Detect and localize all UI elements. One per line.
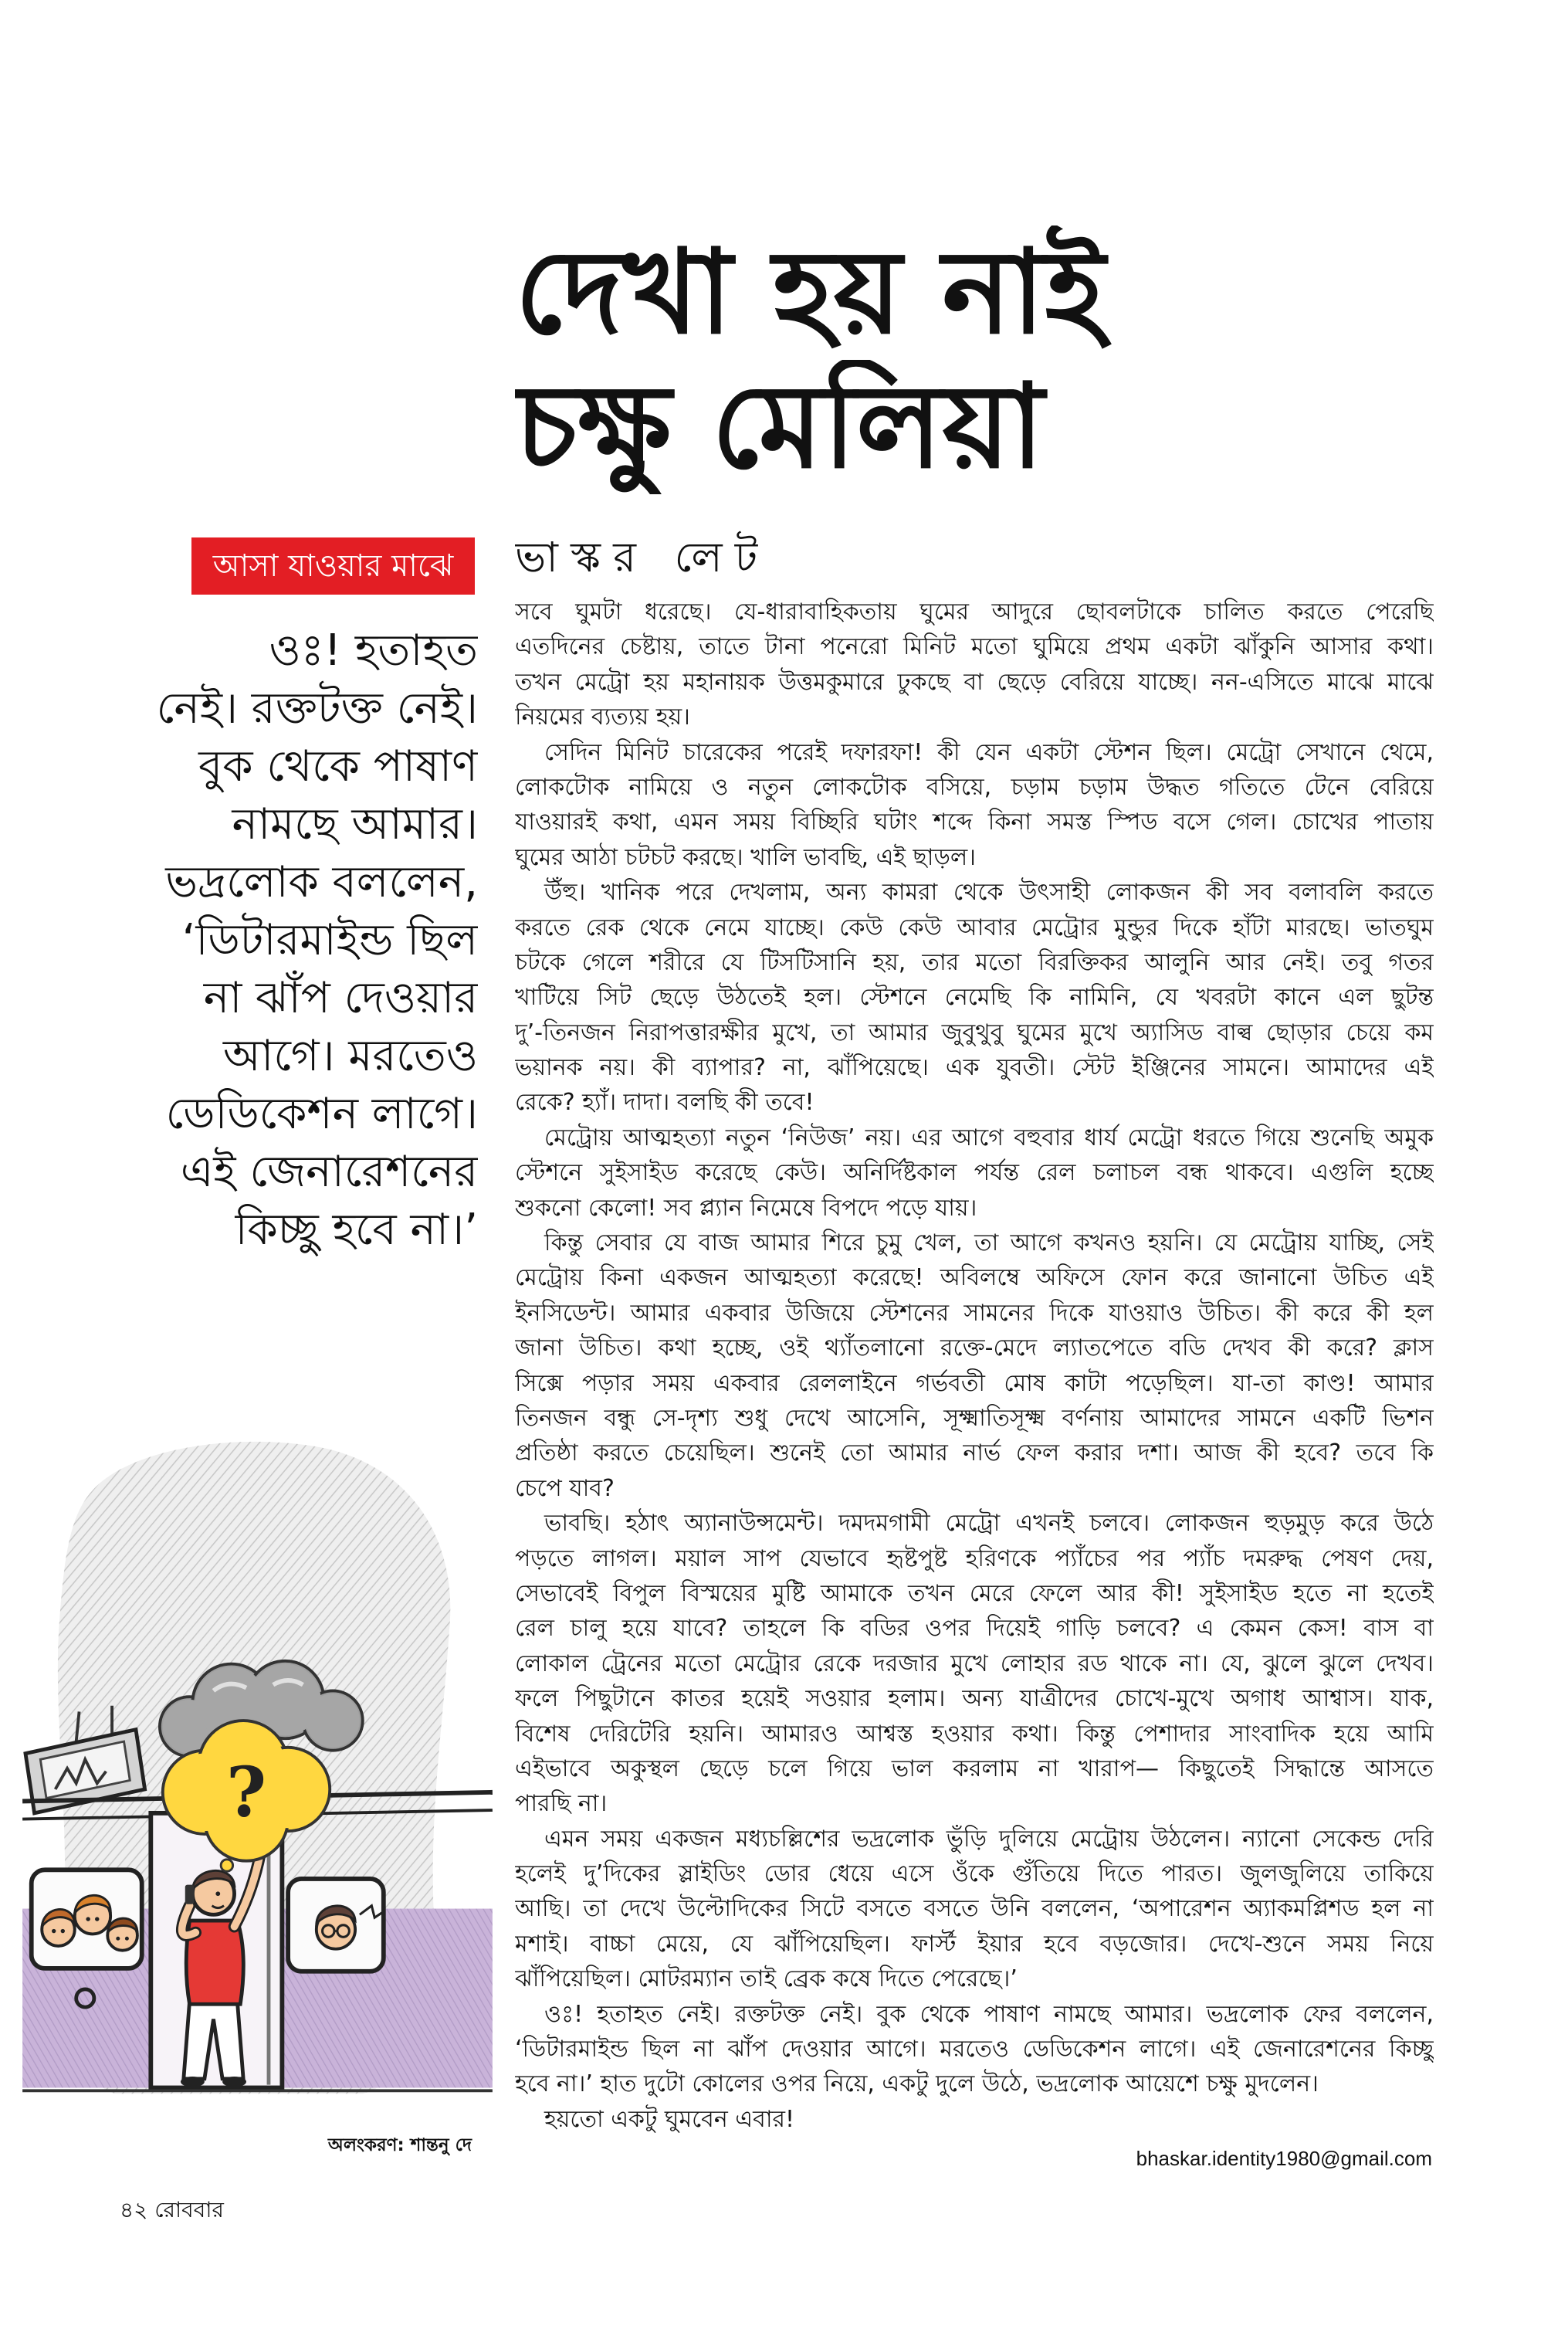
right-window [288,1879,384,1972]
pull-quote-line: ভদ্রলোক বললেন, [165,857,478,907]
body-paragraph [515,875,1434,1121]
body-line: আছি। তা দেখে উল্টোদিকের সিটে বসতে বসতে উনি বললেন, ‘অপারেশন অ্যাকমপ্লিশড হল না [515,1895,1434,1923]
phone-icon [185,1885,195,1904]
pull-quote [108,622,478,1259]
body-line: উঁহু। খানিক পরে দেখলাম, অন্য কামরা থেকে উৎসাহী লোকজন কী সব বলাবলি করতে [544,879,1434,907]
body-line: এতদিনের চেষ্টায়, তাতে টানা পনেরো মিনিট মতো ঘুমিয়ে প্রথম একটা ঝাঁকুনি আসার কথা। [515,633,1434,661]
body-line: হয়তো একটু ঘুমবেন এবার! [544,2105,795,2133]
pull-quote-line: নামছে আমার। [232,799,478,849]
body-paragraph [515,1997,1434,2102]
pull-quote-line: কিচ্ছু হবে না।’ [235,1205,478,1255]
pull-quote-line: আগে। মরতেও [223,1031,478,1081]
body-line: মেট্রোয় কিনা একজন আত্মহত্যা করেছে! অবিলম্বে অফিসে ফোন করে জানানো উচিত এই [515,1264,1434,1292]
body-line: ভাবছি। হঠাৎ অ্যানাউন্সমেন্ট। দমদমগামী মেট্রো এখনই চলবে। লোকজন হুড়মুড় করে উঠে [544,1510,1434,1538]
body-line: হবে না।’ হাত দুটো কোলের ওপর নিয়ে, একটু দুলে উঠে, ভদ্রলোক আয়েশে চক্ষু মুদলেন। [515,2070,1319,2098]
pull-quote-line: ডেডিকেশন লাগে। [165,1089,478,1139]
body-line: রেল চালু হয়ে যাবে? তাহলে কি বডির ওপর দিয়েই গাড়ি চলবে? এ কেমন কেস! বাস বা [515,1615,1434,1643]
pull-quote-line: ওঃ! হতাহত [269,626,478,676]
body-line: ফলে পিছুটানে কাতর হয়েই সওয়ার হলাম। অন্য যাত্রীদের চোখে-মুখে অগাধ আশ্বাস। যাক, [515,1685,1434,1713]
body-line: পড়তে লাগল। ময়াল সাপ যেভাবে হৃষ্টপুষ্ট হরিণকে প্যাঁচের পর প্যাঁচ দমরুদ্ধ পেষণ দেয়, [515,1544,1434,1572]
headline-line-1: দেখা হয় নাই [515,225,1106,360]
left-window [32,1870,142,1968]
body-line: চটকে গেলে শরীরে যে টিসটিসানি হয়, তার মতো বিরক্তিকর আলুনি আর নেই। তবু গতর [515,948,1434,976]
body-line: সবে ঘুমটা ধরেছে। যে-ধারাবাহিকতায় ঘুমের আদুরে ছোবলটাকে চালিত করতে পেরেছি [515,598,1434,626]
body-paragraph [515,1822,1434,1997]
pull-quote-line: না ঝাঁপ দেওয়ার [203,973,478,1023]
body-line: পারছি না। [515,1790,608,1818]
article-body [515,595,1434,2137]
body-paragraph [515,2102,1434,2137]
body-line: সিক্সে পড়ার সময় একবার রেললাইনে গর্ভবতী মোষ কাটা পড়েছিল। যা-তা কাণ্ড! আমার [515,1369,1434,1397]
body-line: স্টেশনে সুইসাইড করেছে কেউ। অনির্দিষ্টকাল পর্যন্ত রেল চলাচল বন্ধ থাকবে। এগুলি হচ্ছে [515,1159,1434,1187]
section-tag: আসা যাওয়ার মাঝে [191,537,475,595]
body-line: এইভাবে অকুস্থল ছেড়ে চলে গিয়ে ভাল করলাম না খারাপ— কিছুতেই সিদ্ধান্তে আসতে [515,1755,1434,1782]
illustration-credit: অলংকরণ: শান্তনু দে [327,2135,472,2155]
body-line: লোকটোক নামিয়ে ও নতুন লোকটোক বসিয়ে, চড়াম চড়াম উদ্ধত গতিতে টেনে বেরিয়ে [515,773,1434,801]
body-line: ভয়ানক নয়। কী ব্যাপার? না, ঝাঁপিয়েছে। এক যুবতী। স্টেট ইঞ্জিনের সামনে। আমাদের এই [515,1054,1434,1082]
author-byline: ভাস্কর লেট [515,533,770,582]
body-line: সেভাবেই বিপুল বিস্ময়ের মুষ্টি আমাকে তখন মেরে ফেলে আর কী! সুইসাইড হতে না হতেই [515,1579,1434,1607]
body-line: ‘ডিটারমাইন্ড ছিল না ঝাঁপ দেওয়ার আগে। মরতেও ডেডিকেশন লাগে। এই জেনারেশনের কিচ্ছু [515,2036,1434,2063]
body-line: রেকে? হ্যাঁ। দাদা। বলছি কী তবে! [515,1089,814,1117]
body-paragraph [515,1226,1434,1506]
page-number: ৪২ [120,2197,148,2223]
body-line: বিশেষ দেরিটেরি হয়নি। আমারও আশ্বস্ত হওয়ার কথা। কিন্তু পেশাদার সাংবাদিক হয়ে আমি [515,1720,1434,1748]
pull-quote-line: এই জেনারেশনের [180,1147,478,1197]
pull-quote-line: বুক থেকে পাষাণ [198,741,478,792]
body-line: কিন্তু সেবার যে বাজ আমার শিরে চুমু খেল, তা আগে কখনও হয়নি। যে মেট্রোয় যাচ্ছি, সেই [544,1229,1434,1257]
page-footer [120,2196,428,2224]
publication-name: রোববার [154,2197,224,2223]
author-email: bhaskar.identity1980@gmail.com [1136,2147,1432,2170]
body-line: তখন মেট্রো হয় মহানায়ক উত্তমকুমারে ঢুকছে বা ছেড়ে বেরিয়ে যাচ্ছে। নন-এসিতে মাঝে মাঝে [515,668,1434,696]
body-paragraph [515,735,1434,876]
headline-line-2: চক্ষু মেলিয়া [515,360,1045,494]
pull-quote-line: নেই। রক্তটক্ত নেই। [156,683,478,734]
body-line: মেট্রোয় আত্মহত্যা নতুন ‘নিউজ’ নয়। এর আগে বহুবার ধার্য মেট্রো ধরতে গিয়ে শুনেছি অমুক [544,1124,1434,1151]
body-line: সেদিন মিনিট চারেকের পরেই দফারফা! কী যেন একটা স্টেশন ছিল। মেট্রো সেখানে থেমে, [544,738,1434,766]
body-line: করতে রেক থেকে নেমে যাচ্ছে। কেউ কেউ আবার মেট্রোর মুন্ডুর দিকে হাঁটা মারছে। ভাতঘুম [515,914,1434,941]
body-line: লোকাল ট্রেনের মতো মেট্রোর রেকে দরজার মুখে লোহার রড থাকে না। যে, ঝুলে ঝুলে দেখব। [515,1650,1434,1677]
body-line: খাটিয়ে সিট ছেড়ে উঠতেই হল। স্টেশনে নেমেছি কি নামিনি, যে খবরটা কানে এল ছুটন্ত [515,984,1434,1012]
pull-quote-line: ‘ডিটারমাইন্ড ছিল [181,915,478,965]
body-paragraph [515,1121,1434,1226]
body-line: ঘুমের আঠা চটচট করছে। খালি ভাবছি, এই ছাড়ল। [515,843,976,871]
body-line: হলেই দু’দিকের স্লাইডিং ডোর ধেয়ে এসে ওঁকে গুঁতিয়ে দিতে পারত। জুলজুলিয়ে তাকিয়ে [515,1860,1434,1888]
body-line: ইনসিডেন্ট। আমার একবার উজিয়ে স্টেশনের সামনের দিকে যাওয়াও উচিত। কী করে কী হল [515,1299,1434,1327]
body-line: জানা উচিত। কথা হচ্ছে, ওই থ্যাঁতলানো রক্তে-মেদে ল্যাতপেতে বডি দেখব কী করে? ক্লাস [515,1334,1434,1362]
body-line: ঝাঁপিয়েছিল। মোটরম্যান তাই ব্রেক কষে দিতে পেরেছে।’ [515,1965,1018,1993]
body-line: চেপে যাব? [515,1474,615,1502]
body-paragraph [515,1506,1434,1822]
body-line: প্রতিষ্ঠা করতে চেয়েছিল। শুনেই তো আমার নার্ভ ফেল করার দশা। আজ কী হবে? তবে কি [515,1439,1434,1467]
body-line: এমন সময় একজন মধ্যচল্লিশের ভদ্রলোক ভুঁড়ি দুলিয়ে মেট্রোয় উঠলেন। ন্যানো সেকেন্ড দেরি [544,1825,1434,1853]
body-line: নিয়মের ব্যত্যয় হয়। [515,704,690,731]
body-line: যাওয়ারই কথা, এমন সময় বিচ্ছিরি ঘটাং শব্দে কিনা সমস্ত স্পিড বসে গেল। চোখের পাতায় [515,809,1434,836]
body-line: তিনজন বন্ধু সে-দৃশ্য শুধু দেখে আসেনি, সূক্ষ্মাতিসূক্ষ্ম বর্ণনায় আমাদের সামনে একটি ভিশন [515,1404,1434,1432]
question-mark: ? [225,1751,267,1833]
body-line: ওঃ! হতাহত নেই। রক্তটক্ত নেই। বুক থেকে পাষাণ নামছে আমার। ভদ্রলোক ফের বললেন, [544,2000,1434,2028]
body-line: শুকনো কেলো! সব প্ল্যান নিমেষে বিপদে পড়ে যায়। [515,1194,977,1222]
body-line: দু’-তিনজন নিরাপত্তারক্ষীর মুখে, তা আমার জুবুথুবু ঘুমের মুখে অ্যাসিড বাল্ব ছোড়ার চেয়ে কম [515,1019,1434,1046]
body-line: মশাই। বাচ্চা মেয়ে, যে ঝাঁপিয়েছিল। ফার্স্ট ইয়ার হবে বড়জোর। দেখে-শুনে সময় নিয়ে [515,1930,1434,1958]
body-paragraph [515,595,1434,735]
illustration [22,1434,493,2121]
